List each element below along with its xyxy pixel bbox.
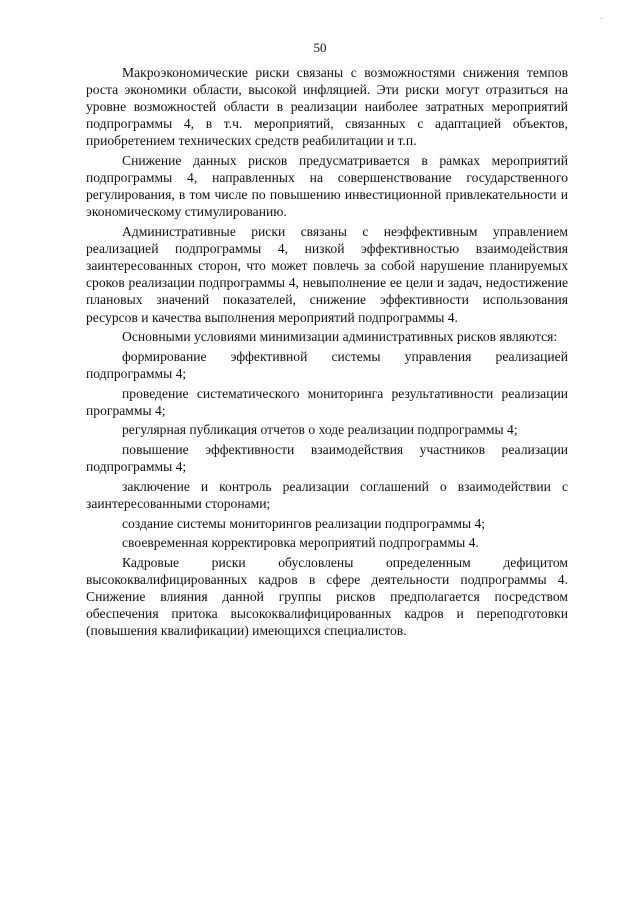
list-item-monitoring: проведение систематического мониторинга результативности реализации программы 4; bbox=[86, 385, 568, 418]
page-number: 50 bbox=[313, 40, 327, 55]
list-item-management-system: формирование эффективной системы управления реализацией подпрограммы 4; bbox=[86, 348, 568, 381]
paragraph-personnel-risks: Кадровые риски обусловлены определенным дефицитом высококвалифицированных кадров в сфере деятельности подпрограммы 4. Снижение влияния данной группы рисков предполагается посредством обеспечения притока высококвалифицированных кадров и переподготовки (повышения квалификации) имеющихся специалистов. bbox=[86, 555, 568, 639]
scan-mark: · bbox=[600, 14, 604, 25]
paragraph-risk-reduction: Снижение данных рисков предусматривается в рамках мероприятий подпрограммы 4, направленных на совершенствование государственного регулирования, в том числе по повышению инвестиционной привлекательности и экономическому стимулированию. bbox=[86, 153, 568, 220]
list-item-cooperation: повышение эффективности взаимодействия участников реализации подпрограммы 4; bbox=[86, 442, 568, 475]
document-body bbox=[86, 64, 568, 642]
list-item-agreements: заключение и контроль реализации соглашений о взаимодействии с заинтересованными сторонами; bbox=[86, 478, 568, 511]
paragraph-administrative-risks: Административные риски связаны с неэффективным управлением реализацией подпрограммы 4, низкой эффективностью взаимодействия заинтересованных сторон, что может повлечь за собой нарушение планируемых сроков реализации подпрограммы 4, невыполнение ее цели и задач, недостижение плановых значений показателей, снижение эффективности использования ресурсов и качества выполнения мероприятий подпрограммы 4. bbox=[86, 224, 568, 325]
paragraph-macroeconomic-risks: Макроэкономические риски связаны с возможностями снижения темпов роста экономики области, высокой инфляцией. Эти риски могут отразиться на уровне возможностей области в реализации наиболее затратных мероприятий подпрограммы 4, в т.ч. мероприятий, связанных с адаптацией объектов, приобретением технических средств реабилитации и т.п. bbox=[86, 65, 568, 149]
list-item-reports: регулярная публикация отчетов о ходе реализации подпрограммы 4; bbox=[122, 422, 518, 438]
list-item-monitoring-system: создание системы мониторингов реализации подпрограммы 4; bbox=[122, 515, 486, 531]
list-item-adjustment: своевременная корректировка мероприятий подпрограммы 4. bbox=[122, 535, 479, 551]
paragraph-minimization-conditions: Основными условиями минимизации административных рисков являются: bbox=[122, 329, 558, 345]
